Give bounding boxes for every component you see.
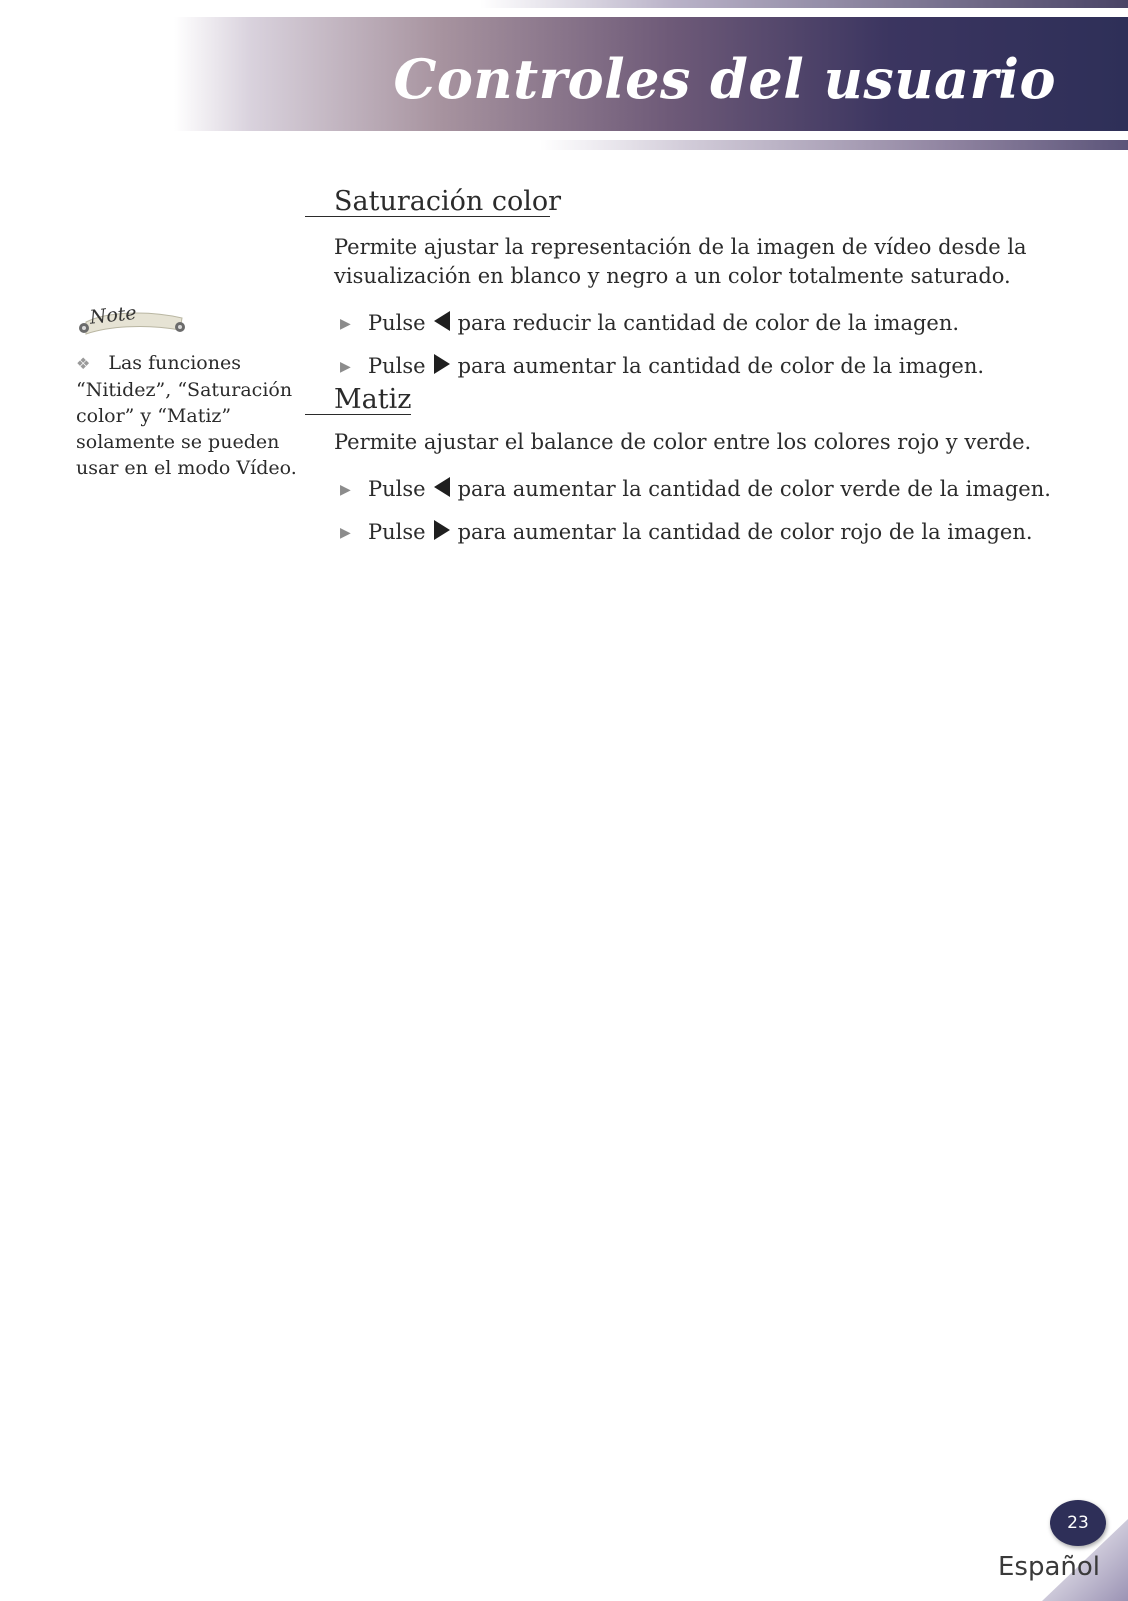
bullet-prefix: Pulse [368,520,426,544]
list-item [340,517,1033,547]
note-label: Note [88,301,138,329]
section-description-matiz: Permite ajustar el balance de color entre los colores rojo y verde. [334,430,1032,454]
header-underline-strip [540,140,1128,150]
diamond-bullet-icon: ❖ [76,354,91,373]
bullet-prefix: Pulse [368,477,426,501]
list-item [340,308,959,338]
bullet-text: para aumentar la cantidad de color rojo de la imagen. [457,520,1033,544]
page-title: Controles del usuario [393,47,1056,111]
note-text: Las funciones “Nitidez”, “Saturación color” y “Matiz” solamente se pueden usar en el modo Vídeo. [76,352,297,479]
left-arrow-icon [432,309,452,333]
triangle-bullet-icon: ▶ [340,359,351,375]
section-title-matiz: Matiz [334,384,412,415]
bullet-prefix: Pulse [368,311,426,335]
list-item [340,474,1051,504]
triangle-bullet-icon: ▶ [340,525,351,541]
footer-language: Español [997,1552,1100,1582]
note-scroll-icon [76,298,190,340]
triangle-bullet-icon: ▶ [340,482,351,498]
section-description-saturacion: Permite ajustar la representación de la imagen de vídeo desde la visualización en blanco y negro a un color totalmente saturado. [334,235,1027,288]
note-text-block [76,350,300,481]
bullet-text: para reducir la cantidad de color de la imagen. [457,311,960,335]
page-number-badge: 23 [1050,1500,1106,1546]
right-arrow-icon [432,352,452,376]
header-top-strip [480,0,1128,8]
right-arrow-icon [432,518,452,542]
left-arrow-icon [432,475,452,499]
header-band [174,17,1128,131]
bullet-text: para aumentar la cantidad de color verde de la imagen. [457,477,1051,501]
bullet-prefix: Pulse [368,354,426,378]
list-item [340,351,984,381]
triangle-bullet-icon: ▶ [340,316,351,332]
bullet-text: para aumentar la cantidad de color de la imagen. [457,354,985,378]
section-title-saturacion: Saturación color [334,186,561,217]
